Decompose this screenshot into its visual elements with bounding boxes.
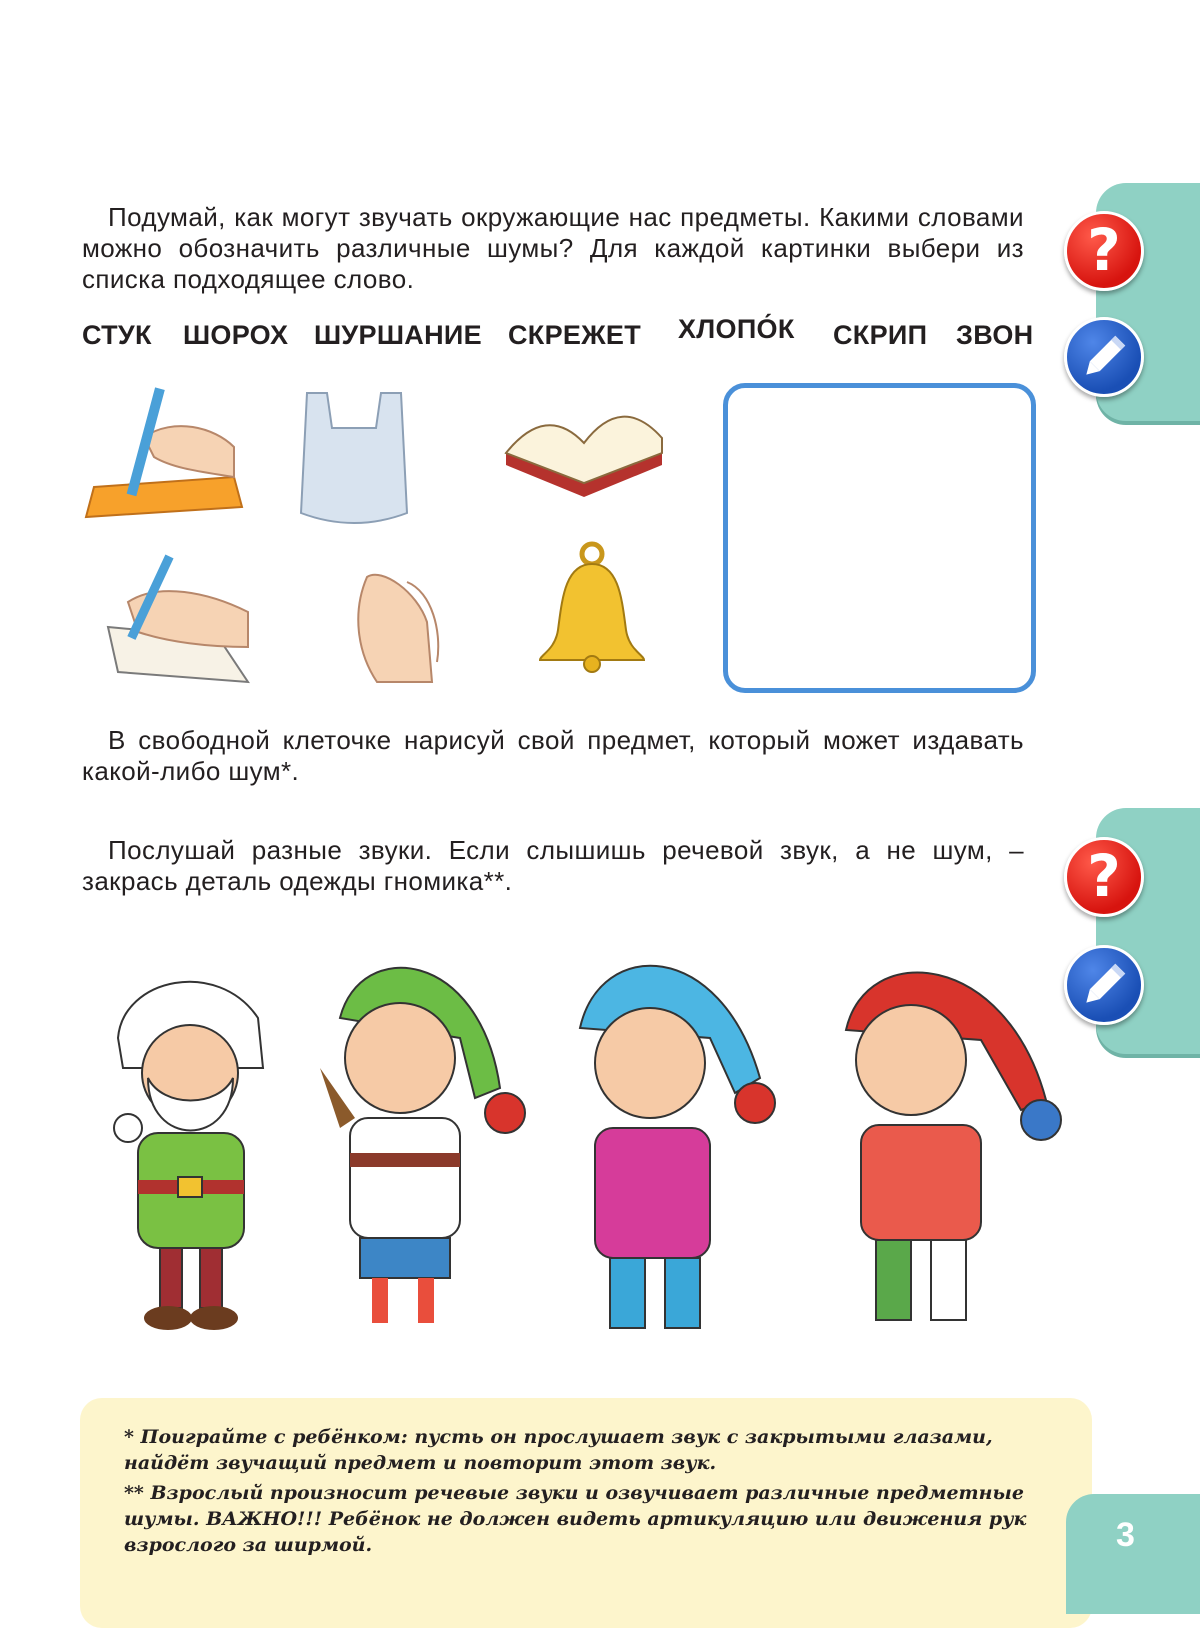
gnome-1[interactable]: [98, 958, 280, 1342]
word-stuk: СТУК: [82, 320, 152, 350]
word-shorokh: ШОРОХ: [183, 320, 289, 350]
task1-text: Подумай, как могут звучать окружающие нас предметы. Какими словами можно обозначить различные шумы? Для каждой картинки выбери из списка подходящее слово.: [82, 202, 1024, 294]
gnome-4[interactable]: [806, 940, 1068, 1342]
task2-text: В свободной клеточке нарисуй свой предмет, который может издавать какой-либо шум*.: [82, 725, 1024, 786]
pencil-icon: [1064, 317, 1144, 397]
pencil-tapping-icon: [84, 377, 244, 529]
pencil-icon: [1064, 945, 1144, 1025]
word-shurshanie: ШУРШАНИЕ: [314, 320, 482, 350]
clapping-hands-icon: [337, 552, 457, 690]
draw-box[interactable]: [723, 383, 1036, 693]
gnome-2[interactable]: [300, 928, 536, 1342]
question-icon: ?: [1064, 211, 1144, 291]
word-zvon: ЗВОН: [956, 320, 1034, 350]
footnote-1: * Поиграйте с ребёнком: пусть он прослушает звук с закрытыми глазами, найдёт звучащий предмет и повторит этот звук.: [124, 1426, 993, 1474]
word-list: [82, 314, 1040, 364]
footnote-box: [80, 1398, 1092, 1628]
page-number: 3: [1116, 1516, 1135, 1554]
task3-text: Послушай разные звуки. Если слышишь речевой звук, а не шум, – закрась деталь одежды гномика**.: [82, 835, 1024, 896]
book-pages-icon: [496, 383, 672, 503]
footnote-2: ** Взрослый произносит речевые звуки и озвучивает различные предметные шумы. ВАЖНО!!! Ребёнок не должен видеть артикуляцию или движения рук взрослого за ширмой.: [124, 1482, 1027, 1556]
word-skrezhet: СКРЕЖЕТ: [508, 320, 641, 350]
word-skrip: СКРИП: [833, 320, 928, 350]
page-number-tab: [1066, 1494, 1200, 1614]
plastic-bag-icon: [292, 383, 416, 529]
word-khlopok: ХЛОПО́К: [678, 314, 795, 344]
gnome-3[interactable]: [540, 928, 790, 1342]
bell-icon: [530, 540, 654, 678]
question-icon: ?: [1064, 837, 1144, 917]
pencil-writing-icon: [98, 552, 250, 690]
